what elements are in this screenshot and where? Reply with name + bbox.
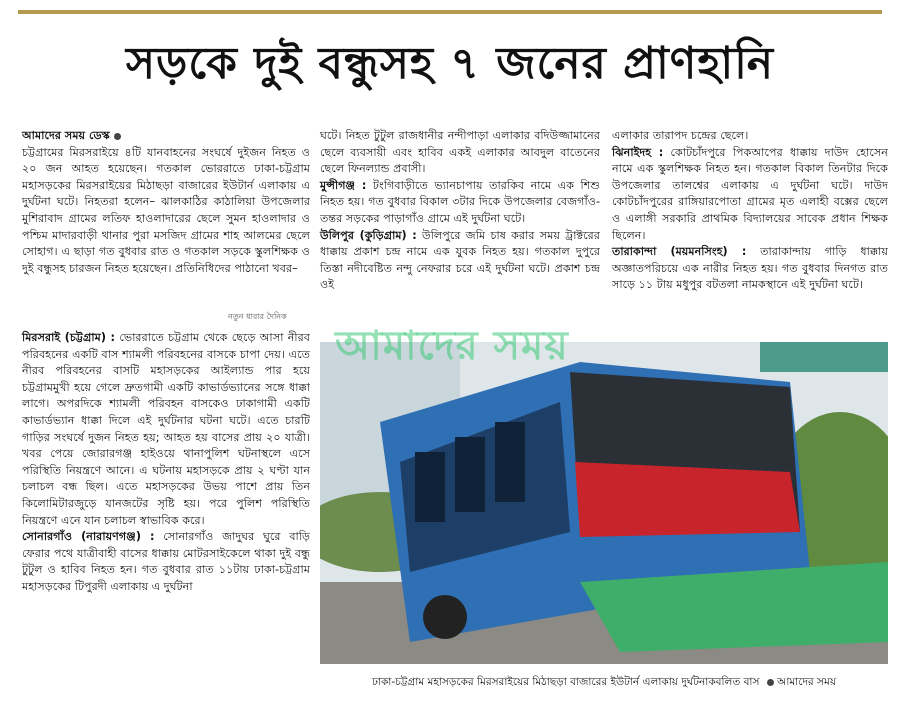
caption-text: ঢাকা-চট্টগ্রাম মহাসড়কের মিরসরাইয়ের মিঠাছড়া বাজারের ইউটার্ন এলাকায় দুর্ঘটনাকবলিত বাস [371, 676, 760, 688]
munshiganj-body: টংগিবাড়ীতে ভ্যানচাপায় তারকিব নামে এক শিশু নিহত হয়। গত বুধবার বিকাল ৩টার দিকে উপজেলার বেজগাঁও-তন্তর সড়কের পাড়াগাঁও গ্রামে এই দুর্ঘটনা ঘটে। [320, 178, 600, 225]
column-3 [612, 128, 888, 294]
byline: আমাদের সময় ডেস্ক [22, 129, 110, 142]
mirsarai-body: ভোররাতে চট্টগ্রাম থেকে ছেড়ে আসা নীরব পরিবহনের একটি বাস শ্যামলী পরিবহনের বাসকে চাপা দেয়। এতে নীরব পরিবহনের বাসটি মহাসড়কের আইল্যান্ড পার হয়ে চট্টগ্রামমুখী হয়ে গেলে দ্রুতগামী একটি কাভার্ডভ্যানের সঙ্গে ধাক্কা লাগে। অপরদিকে শ্যামলী পরিবহন বাসকেও ঢাকাগামী একটি কাভার্ডভ্যান ধাক্কা দিলে এই দুর্ঘটনার ঘটনা ঘটে। এতে চারটি গাড়ির সংঘর্ষে দুজন নিহত হয়; আহত হয় বাসের প্রায় ২০ যাত্রী। খবর পেয়ে জোরারগঞ্জ হাইওয়ে থানাপুলিশ ঘটনাস্থলে এসে পরিস্থিতি নিয়ন্ত্রণে আনে। এ ঘটনায় মহাসড়কে প্রায় ২ ঘণ্টা যান চলাচল বন্ধ ছিল। এতে মহাসড়কের উভয় পাশে প্রায় তিন কিলোমিটারজুড়ে যানজটের সৃষ্টি হয়। পরে পুলিশ পরিস্থিতি নিয়ন্ত্রণে এনে যান চলাচল স্বাভাবিক করে। [22, 331, 311, 527]
mirsarai-heading: মিরসরাই (চট্টগ্রাম) : [22, 331, 116, 344]
ulipur-heading: উলিপুর (কুড়িগ্রাম) : [320, 228, 417, 242]
jhenaidah-heading: ঝিনাইদহ : [612, 145, 664, 159]
column-1 [22, 128, 310, 277]
tarakanda-body: তারাকান্দায় গাড়ি ধাক্কায় অজ্ঞাতপরিচয়ে এক নারীর নিহত হয়। গত বুধবার দিনগত রাত সাড়ে ১১ টায় মধুপুর বটতলা নামকস্থানে এই দুর্ঘটনা ঘটে। [612, 245, 888, 292]
headline: সড়কে দুই বন্ধুসহ ৭ জনের প্রাণহানি [125, 38, 775, 89]
bullet-icon [114, 133, 121, 140]
intro-paragraph: চট্টগ্রামের মিরসরাইয়ে ৪টি যানবাহনের সংঘর্ষে দুইজন নিহত ও ২০ জন আহত হয়েছেন। গতকাল ভোররাতে ঢাকা-চট্টগ্রাম মহাসড়কের মিরসরাইয়ের মিঠাছড়া বাজারের ইউটার্ন এলাকায় এ দুর্ঘটনা ঘটে। নিহতরা হলেন– ঝালকাঠির কাঠালিয়া উপজেলার মুশিরাবাদ গ্রামের লতিফ হাওলাদারের ছেলে সুমন হাওলাদার ও পশ্চিম মাদারবাড়ী থানার পুরা মসজিদ গ্রামের শাহ আলমের ছেলে সোহাগ। এ ছাড়া গত বুধবার রাত ও গতকাল সড়কে স্কুলশিক্ষক ও দুই বন্ধুসহ চারজন নিহত হয়েছেন। প্রতিনিধিদের পাঠানো খবর– [22, 145, 310, 275]
jhenaidah-body: কোটচাঁদপুরে পিকআপের ধাক্কায় দাউদ হোসেন নামে এক স্কুলশিক্ষক নিহত হন। গতকাল বিকাল তিনটার দিকে উপজেলার তালশ্বের এলাকায় এ দুর্ঘটনা ঘটে। দাউদ কোটচাঁদপুরের রাঙ্গিয়ারপোতা গ্রামের মৃত এলাহী বক্সের ছেলে ও এলাঙ্গী সরকারি প্রাথমিক বিদ্যালয়ের সাবেক প্রধান শিক্ষক ছিলেন। [612, 145, 888, 242]
munshiganj-heading: মুন্সীগঞ্জ : [320, 178, 367, 192]
column-2 [320, 128, 600, 294]
bus-illustration [320, 342, 888, 664]
small-credit: নতুন ধারার দৈনিক [228, 312, 287, 321]
tarakanda-heading: তারাকান্দা (ময়মনসিংহ) : [612, 245, 747, 259]
sonargaon-body: সোনারগাঁও জাদুঘর ঘুরে বাড়ি ফেরার পথে যাত্রীবাহী বাসের ধাক্কায় মোটরসাইকেলে থাকা দুই বন্ধু টুটুল ও হাবিব নিহত হন। গত বুধবার রাত ১১টায় ঢাকা-চট্টগ্রাম মহাসড়কের টিপুরদী এলাকায় এ দুর্ঘটনা [22, 530, 310, 593]
col3-continuation: এলাকার তারাপদ চন্দ্রের ছেলে। [612, 129, 749, 142]
caption-credit: আমাদের সময় [777, 676, 837, 688]
bullet-icon [767, 679, 774, 686]
top-rule [18, 10, 882, 14]
ulipur-body: উলিপুরে জমি চাষ করার সময় ট্রাক্টরের ধাক্কায় প্রকাশ চন্দ্র নামে এক যুবক নিহত হয়। গতকাল দুপুরে তিস্তা নদীবেষ্টিত নন্দু নেফরার চরে এই দুর্ঘটনা ঘটে। প্রকাশ চন্দ্র ওই [320, 228, 600, 292]
accident-photo [320, 342, 888, 664]
col2-continuation: ঘটে। নিহত টুটুল রাজধানীর নন্দীপাড়া এলাকার বদিউজ্জামানের ছেলে ব্যবসায়ী এবং হাবিব একই এলাকার আবদুল বাতেনের ছেলে ফিনল্যান্ড প্রবাসী। [320, 129, 600, 176]
photo-caption [320, 675, 888, 692]
watermark-logo: আমাদের সময় [335, 323, 569, 369]
sonargaon-heading: সোনারগাঁও (নারায়ণগঞ্জ) : [22, 530, 155, 544]
